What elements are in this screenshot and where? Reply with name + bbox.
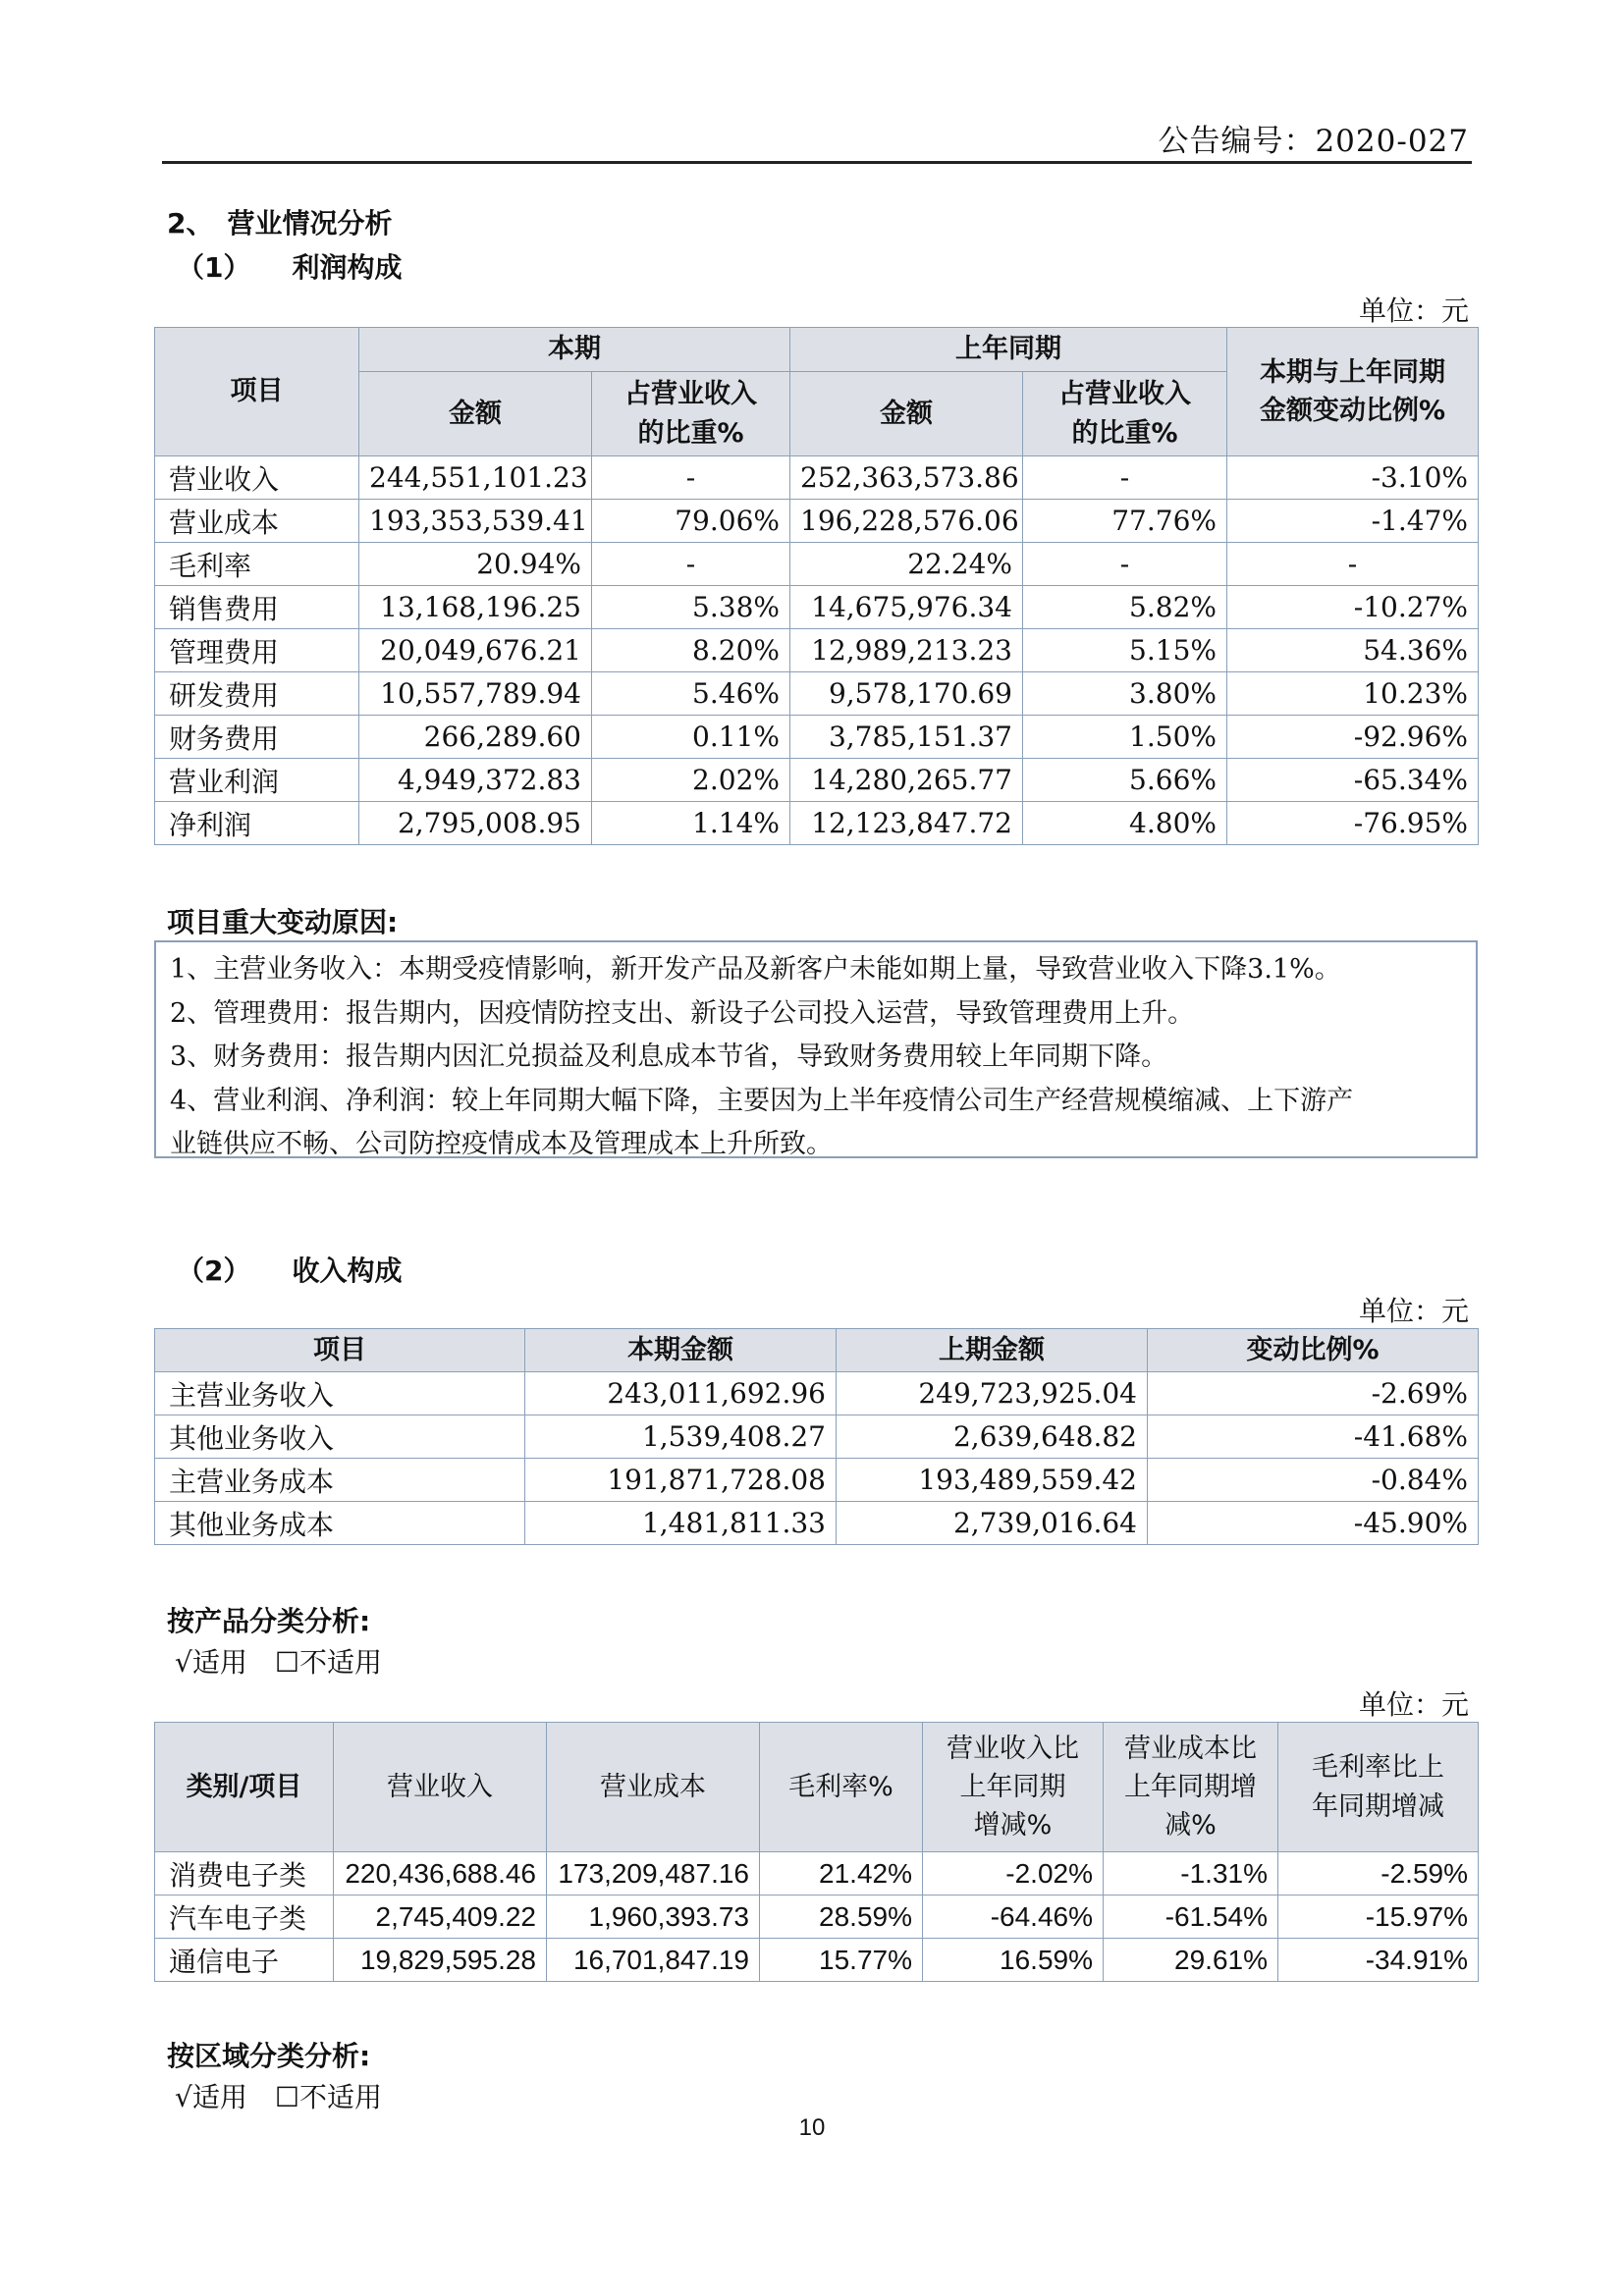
table-cell: 1.14%: [592, 802, 790, 845]
table-cell: -45.90%: [1148, 1502, 1479, 1545]
table-cell: 243,011,692.96: [525, 1372, 837, 1415]
table-cell: 79.06%: [592, 500, 790, 543]
table-cell: 14,675,976.34: [790, 586, 1023, 629]
table-cell: 19,829,595.28: [334, 1939, 547, 1982]
table-cell: 通信电子: [155, 1939, 334, 1982]
product-applicable-options: √适用 ☐不适用: [175, 1646, 382, 1679]
table-cell: -: [1023, 543, 1227, 586]
table-cell: -10.27%: [1227, 586, 1479, 629]
table-cell: -76.95%: [1227, 802, 1479, 845]
profit-table-row: [155, 759, 1479, 802]
table-cell: -64.46%: [923, 1896, 1104, 1939]
subsection-profit-title: （1） 利润构成: [177, 251, 403, 284]
income-header: 变动比例%: [1148, 1329, 1479, 1372]
table-cell: 9,578,170.69: [790, 672, 1023, 716]
profit-table-row: [155, 802, 1479, 845]
table-cell: 77.76%: [1023, 500, 1227, 543]
product-header: 营业成本: [547, 1723, 760, 1852]
table-cell: -2.02%: [923, 1852, 1104, 1896]
table-cell: 1,539,408.27: [525, 1415, 837, 1459]
table-cell: 13,168,196.25: [359, 586, 592, 629]
table-cell: 2,795,008.95: [359, 802, 592, 845]
table-cell: -2.69%: [1148, 1372, 1479, 1415]
table-cell: 5.82%: [1023, 586, 1227, 629]
profit-table-row: [155, 629, 1479, 672]
table-cell: 主营业务成本: [155, 1459, 525, 1502]
change-reasons-title: 项目重大变动原因:: [167, 906, 399, 938]
product-header: 毛利率比上 年同期增减: [1278, 1723, 1479, 1852]
announcement-number: 公告编号：2020-027: [1158, 124, 1469, 159]
table-cell: 12,123,847.72: [790, 802, 1023, 845]
table-cell: -: [1023, 456, 1227, 500]
reason-line: 2、管理费用：报告期内，因疫情防控支出、新设子公司投入运营，导致管理费用上升。: [170, 997, 1195, 1029]
table-cell: 249,723,925.04: [837, 1372, 1148, 1415]
product-header: 营业收入: [334, 1723, 547, 1852]
header-item: 项目: [155, 328, 359, 456]
section-title: 2、 营业情况分析: [167, 207, 393, 240]
table-cell: 管理费用: [155, 629, 359, 672]
product-table-row: [155, 1852, 1479, 1896]
product-header: 毛利率%: [760, 1723, 923, 1852]
table-cell: 营业收入: [155, 456, 359, 500]
profit-composition-table: [154, 327, 1479, 845]
reason-line: 1、主营业务收入：本期受疫情影响，新开发产品及新客户未能如期上量，导致营业收入下降3.1%。: [170, 954, 1341, 985]
table-cell: 5.46%: [592, 672, 790, 716]
header-prior-ratio: 占营业收入 的比重%: [1023, 372, 1227, 456]
table-cell: 10,557,789.94: [359, 672, 592, 716]
header-prior-period: 上年同期: [790, 328, 1227, 372]
table-cell: 196,228,576.06: [790, 500, 1023, 543]
income-table-row: [155, 1502, 1479, 1545]
table-cell: 12,989,213.23: [790, 629, 1023, 672]
table-cell: 4.80%: [1023, 802, 1227, 845]
table-cell: 0.11%: [592, 716, 790, 759]
table-cell: 20,049,676.21: [359, 629, 592, 672]
profit-table-row: [155, 543, 1479, 586]
header-divider: [162, 161, 1472, 164]
table-cell: 5.66%: [1023, 759, 1227, 802]
table-cell: -: [592, 543, 790, 586]
income-table-row: [155, 1459, 1479, 1502]
table-cell: 消费电子类: [155, 1852, 334, 1896]
table-cell: 3.80%: [1023, 672, 1227, 716]
table-cell: 8.20%: [592, 629, 790, 672]
table-cell: 汽车电子类: [155, 1896, 334, 1939]
subsection-income-title: （2） 收入构成: [177, 1255, 403, 1287]
unit-label-1: 单位：元: [1358, 294, 1469, 327]
table-cell: -34.91%: [1278, 1939, 1479, 1982]
table-cell: 14,280,265.77: [790, 759, 1023, 802]
table-cell: 54.36%: [1227, 629, 1479, 672]
table-cell: 2,739,016.64: [837, 1502, 1148, 1545]
header-prior-amount: 金额: [790, 372, 1023, 456]
profit-table-row: [155, 672, 1479, 716]
region-applicable-options: √适用 ☐不适用: [175, 2081, 382, 2113]
reason-line: 4、营业利润、净利润：较上年同期大幅下降，主要因为上半年疫情公司生产经营规模缩减、上下游产: [170, 1085, 1354, 1116]
income-table-row: [155, 1372, 1479, 1415]
table-cell: 15.77%: [760, 1939, 923, 1982]
table-cell: -3.10%: [1227, 456, 1479, 500]
table-cell: 4,949,372.83: [359, 759, 592, 802]
table-cell: 1,481,811.33: [525, 1502, 837, 1545]
table-cell: 191,871,728.08: [525, 1459, 837, 1502]
table-cell: 193,353,539.41: [359, 500, 592, 543]
table-cell: 193,489,559.42: [837, 1459, 1148, 1502]
region-analysis-title: 按区域分类分析:: [167, 2040, 371, 2072]
table-cell: 220,436,688.46: [334, 1852, 547, 1896]
change-reasons-box: [154, 940, 1478, 1158]
table-cell: 毛利率: [155, 543, 359, 586]
table-cell: 1,960,393.73: [547, 1896, 760, 1939]
profit-table-row: [155, 586, 1479, 629]
table-cell: -2.59%: [1278, 1852, 1479, 1896]
header-current-amount: 金额: [359, 372, 592, 456]
page-number: 10: [798, 2114, 826, 2141]
table-cell: -1.47%: [1227, 500, 1479, 543]
income-header: 本期金额: [525, 1329, 837, 1372]
product-analysis-title: 按产品分类分析:: [167, 1605, 371, 1637]
table-cell: 10.23%: [1227, 672, 1479, 716]
table-cell: -65.34%: [1227, 759, 1479, 802]
table-cell: -61.54%: [1104, 1896, 1278, 1939]
header-current-period: 本期: [359, 328, 790, 372]
table-cell: 252,363,573.86: [790, 456, 1023, 500]
table-cell: 其他业务收入: [155, 1415, 525, 1459]
table-cell: 21.42%: [760, 1852, 923, 1896]
table-cell: 其他业务成本: [155, 1502, 525, 1545]
table-cell: 净利润: [155, 802, 359, 845]
income-header: 上期金额: [837, 1329, 1148, 1372]
table-cell: 16,701,847.19: [547, 1939, 760, 1982]
product-header: 营业收入比 上年同期 增减%: [923, 1723, 1104, 1852]
table-cell: 266,289.60: [359, 716, 592, 759]
table-cell: 主营业务收入: [155, 1372, 525, 1415]
table-cell: 销售费用: [155, 586, 359, 629]
table-cell: 2.02%: [592, 759, 790, 802]
table-cell: 营业成本: [155, 500, 359, 543]
table-cell: -: [1227, 543, 1479, 586]
table-cell: 173,209,487.16: [547, 1852, 760, 1896]
product-analysis-table: [154, 1722, 1479, 1982]
header-change-ratio: 本期与上年同期 金额变动比例%: [1227, 328, 1479, 456]
income-header: 项目: [155, 1329, 525, 1372]
profit-table-row: [155, 500, 1479, 543]
table-cell: 16.59%: [923, 1939, 1104, 1982]
table-cell: 22.24%: [790, 543, 1023, 586]
table-cell: 5.15%: [1023, 629, 1227, 672]
table-cell: 244,551,101.23: [359, 456, 592, 500]
table-cell: 2,745,409.22: [334, 1896, 547, 1939]
table-cell: 5.38%: [592, 586, 790, 629]
unit-label-2: 单位：元: [1358, 1295, 1469, 1327]
table-cell: 1.50%: [1023, 716, 1227, 759]
header-current-ratio: 占营业收入 的比重%: [592, 372, 790, 456]
table-cell: -: [592, 456, 790, 500]
table-cell: 3,785,151.37: [790, 716, 1023, 759]
table-cell: -1.31%: [1104, 1852, 1278, 1896]
table-cell: 财务费用: [155, 716, 359, 759]
product-header: 营业成本比 上年同期增 减%: [1104, 1723, 1278, 1852]
profit-table-row: [155, 456, 1479, 500]
table-cell: 营业利润: [155, 759, 359, 802]
income-composition-table: [154, 1328, 1479, 1545]
unit-label-3: 单位：元: [1358, 1688, 1469, 1721]
table-cell: -15.97%: [1278, 1896, 1479, 1939]
table-cell: -0.84%: [1148, 1459, 1479, 1502]
table-cell: 研发费用: [155, 672, 359, 716]
table-cell: 20.94%: [359, 543, 592, 586]
reason-line: 3、财务费用：报告期内因汇兑损益及利息成本节省，导致财务费用较上年同期下降。: [170, 1041, 1168, 1072]
table-cell: -41.68%: [1148, 1415, 1479, 1459]
profit-table-row: [155, 716, 1479, 759]
product-header: 类别/项目: [155, 1723, 334, 1852]
reason-line: 业链供应不畅、公司防控疫情成本及管理成本上升所致。: [170, 1129, 833, 1159]
table-cell: 29.61%: [1104, 1939, 1278, 1982]
table-cell: -92.96%: [1227, 716, 1479, 759]
table-cell: 28.59%: [760, 1896, 923, 1939]
income-table-row: [155, 1415, 1479, 1459]
product-table-row: [155, 1939, 1479, 1982]
table-cell: 2,639,648.82: [837, 1415, 1148, 1459]
product-table-row: [155, 1896, 1479, 1939]
